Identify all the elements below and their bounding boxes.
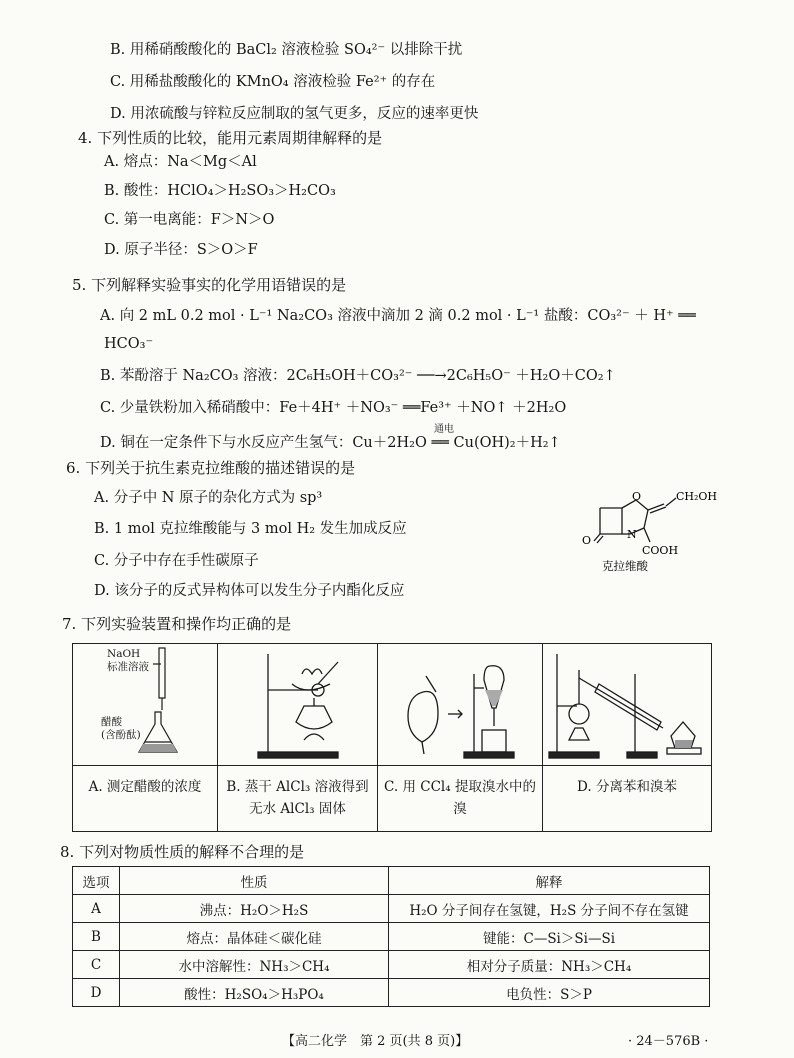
row-property: 酸性：H₂SO₄＞H₃PO₄ <box>120 979 389 1007</box>
q8-table <box>72 866 710 1007</box>
header-explanation: 解释 <box>389 867 710 895</box>
row-option: D <box>73 979 120 1007</box>
q5-option-b: B. 苯酚溶于 Na₂CO₃ 溶液：2C₆H₅OH＋CO₃²⁻ ──→2C₆H₅O⁻ ＋H₂O＋CO₂↑ <box>100 368 616 384</box>
table-row <box>73 951 710 979</box>
q7-panel-c <box>378 644 543 831</box>
row-explanation: 键能：C—Si＞Si—Si <box>389 923 710 951</box>
q7-caption-d: D. 分离苯和溴苯 <box>577 779 677 795</box>
q7-panel-c-image <box>378 644 542 766</box>
q5-option-c: C. 少量铁粉加入稀硝酸中：Fe＋4H⁺ ＋NO₃⁻ ══Fe³⁺ ＋NO↑ ＋2H₂O <box>100 400 567 416</box>
q4-stem: 4. 下列性质的比较，能用元素周期律解释的是 <box>78 129 383 147</box>
q4-option-b: B. 酸性：HClO₄＞H₂SO₃＞H₂CO₃ <box>104 183 336 199</box>
q5-option-a: A. 向 2 mL 0.2 mol · L⁻¹ Na₂CO₃ 溶液中滴加 2 滴 0.2 mol · L⁻¹ 盐酸：CO₃²⁻ ＋ H⁺ ══ <box>100 308 696 324</box>
row-explanation: H₂O 分子间存在氢键，H₂S 分子间不存在氢键 <box>389 895 710 923</box>
structure-name: 克拉维酸 <box>602 559 648 573</box>
q7-apparatus-table <box>72 643 712 832</box>
q5-option-d: D. 铜在一定条件下与水反应产生氢气：Cu＋2H₂O ══ Cu(OH)₂＋H₂↑ <box>100 435 561 451</box>
page-footer: 【高二化学 第 2 页(共 8 页)】 <box>282 1034 469 1049</box>
q4-option-a: A. 熔点：Na＜Mg＜Al <box>104 154 257 170</box>
header-property: 性质 <box>120 867 389 895</box>
q7-panel-b <box>218 644 378 831</box>
q3-option-b: B. 用稀硝酸酸化的 BaCl₂ 溶液检验 SO₄²⁻ 以排除干扰 <box>110 42 463 58</box>
titration-icon <box>73 644 218 766</box>
evaporation-icon <box>218 644 378 766</box>
q6-option-d: D. 该分子的反式异构体可以发生分子内酯化反应 <box>94 583 405 599</box>
q7-panel-b-image <box>218 644 377 766</box>
q5-d-condition: 通电 <box>434 424 454 435</box>
q6-option-b: B. 1 mol 克拉维酸能与 3 mol H₂ 发生加成反应 <box>94 521 407 537</box>
row-property: 沸点：H₂O＞H₂S <box>120 895 389 923</box>
table-row <box>73 923 710 951</box>
structure-carbonyl-o: O <box>582 534 592 547</box>
structure-ch2oh: CH₂OH <box>676 490 718 503</box>
q7-panel-a <box>73 644 218 831</box>
q7-panel-d-image <box>543 644 711 766</box>
q7-panel-d <box>543 644 711 831</box>
q3-option-c: C. 用稀盐酸酸化的 KMnO₄ 溶液检验 Fe²⁺ 的存在 <box>110 74 436 90</box>
header-option: 选项 <box>73 867 120 895</box>
q5-stem: 5. 下列解释实验事实的化学用语错误的是 <box>72 276 347 294</box>
extraction-icon <box>378 644 543 766</box>
row-option: B <box>73 923 120 951</box>
q7-caption-a: A. 测定醋酸的浓度 <box>88 779 202 795</box>
q8-stem: 8. 下列对物质性质的解释不合理的是 <box>60 843 305 861</box>
q7-stem: 7. 下列实验装置和操作均正确的是 <box>62 615 292 633</box>
table-row <box>73 895 710 923</box>
structure-atom-o: O <box>632 490 642 503</box>
clavulanic-acid-structure <box>572 486 722 574</box>
q4-option-c: C. 第一电离能：F＞N＞O <box>104 212 275 228</box>
row-property: 熔点：晶体硅＜碳化硅 <box>120 923 389 951</box>
structure-atom-n: N <box>627 528 637 541</box>
q3-option-d: D. 用浓硫酸与锌粒反应制取的氢气更多，反应的速率更快 <box>110 106 479 122</box>
q7-caption-c: C. 用 CCl₄ 提取溴水中的溴 <box>384 779 536 817</box>
q6-option-a: A. 分子中 N 原子的杂化方式为 sp³ <box>94 490 323 506</box>
q6-stem: 6. 下列关于抗生素克拉维酸的描述错误的是 <box>66 459 356 477</box>
structure-cooh: COOH <box>642 544 679 557</box>
distillation-icon <box>543 644 711 766</box>
table-row <box>73 979 710 1007</box>
row-option: A <box>73 895 120 923</box>
row-explanation: 电负性：S＞P <box>389 979 710 1007</box>
exam-code: · 24－576B · <box>628 1034 709 1049</box>
panel-a-reagent-label: NaOH 标准溶液 <box>107 648 149 673</box>
table-header-row <box>73 867 710 895</box>
q7-caption-b: B. 蒸干 AlCl₃ 溶液得到无水 AlCl₃ 固体 <box>226 779 369 817</box>
row-property: 水中溶解性：NH₃＞CH₄ <box>120 951 389 979</box>
panel-a-flask-label: 醋酸 (含酚酞) <box>101 716 141 741</box>
row-option: C <box>73 951 120 979</box>
q4-option-d: D. 原子半径：S＞O＞F <box>104 242 258 258</box>
q5-option-a-product: HCO₃⁻ <box>104 336 154 352</box>
row-explanation: 相对分子质量：NH₃＞CH₄ <box>389 951 710 979</box>
q6-option-c: C. 分子中存在手性碳原子 <box>94 553 259 569</box>
q7-panel-a-image <box>73 644 217 766</box>
